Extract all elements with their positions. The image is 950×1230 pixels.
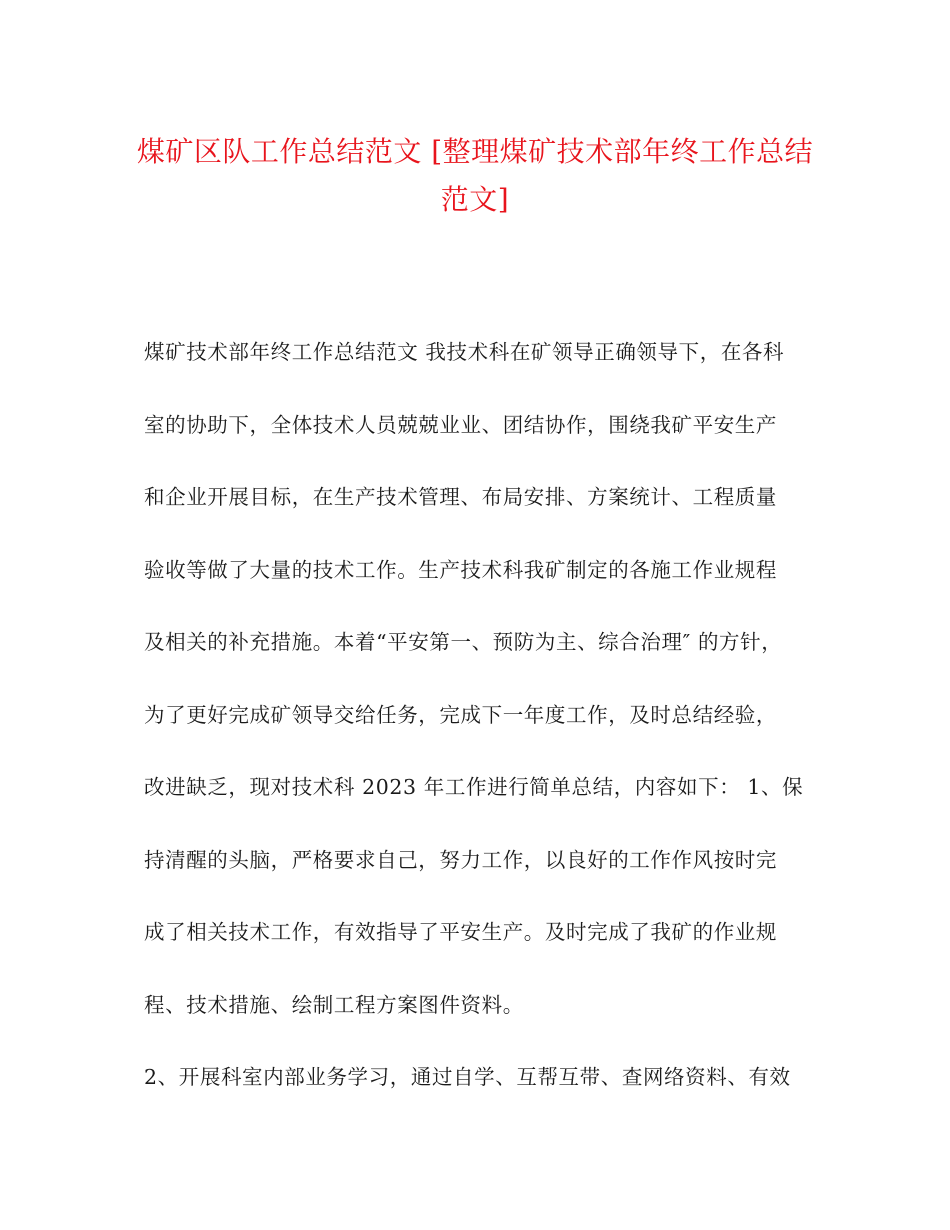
body-line-4: 验收等做了大量的技术工作。生产技术科我矿制定的各施工作业规程: [144, 557, 777, 582]
title-line-2: 范文]: [440, 183, 510, 216]
title-line-1: 煤矿区队工作总结范文 [整理煤矿技术部年终工作总结: [136, 135, 814, 168]
body-line-9: 成了相关技术工作，有效指导了平安生产。及时完成了我矿的作业规: [144, 920, 777, 944]
body-line-1: 煤矿技术部年终工作总结范文 我技术科在矿领导正确领导下，在各科: [144, 340, 785, 364]
document-body: [144, 334, 824, 1132]
body-line-11: 2、开展科室内部业务学习，通过自学、互帮互带、查网络资料、有效: [144, 1065, 791, 1089]
body-line-8: 持清醒的头脑，严格要求自己，努力工作，以良好的工作作风按时完: [144, 847, 777, 872]
body-line-10: 程、技术措施、绘制工程方案图件资料。: [144, 992, 524, 1017]
body-line-7: 改进缺乏，现对技术科 2023 年工作进行简单总结，内容如下： 1、保: [144, 775, 804, 799]
document-title: [110, 128, 840, 224]
body-line-2: 室的协助下，全体技术人员兢兢业业、团结协作，围绕我矿平安生产: [144, 412, 777, 437]
body-line-6: 为了更好完成矿领导交给任务，完成下一年度工作，及时总结经验，: [144, 702, 777, 727]
body-line-3: 和企业开展目标，在生产技术管理、布局安排、方案统计、工程质量: [144, 485, 777, 509]
body-line-5: 及相关的补充措施。本着“平安第一、预防为主、综合治理″ 的方针，: [144, 630, 783, 654]
